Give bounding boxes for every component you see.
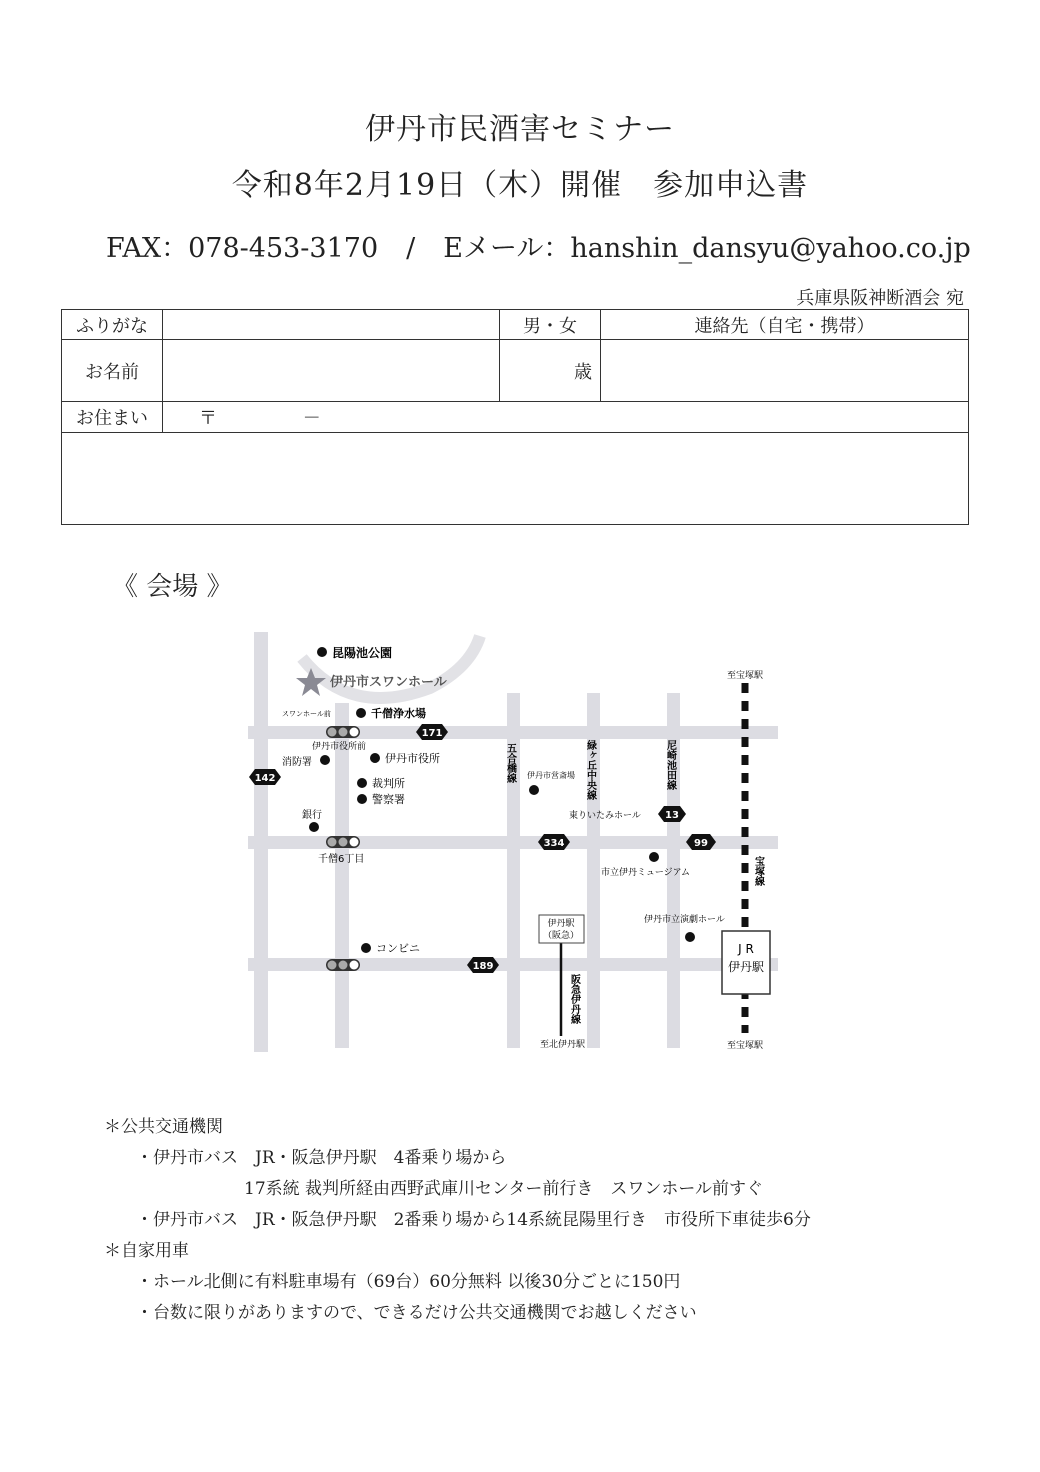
route-99-badge	[686, 834, 716, 850]
fire-station-label: 消防署	[282, 757, 312, 768]
bus-route-1-detail: 17系統 裁判所経由西野武庫川センター前行き スワンホール前すぐ	[244, 1179, 764, 1199]
svg-text:13: 13	[665, 810, 679, 821]
contact-label: 連絡先（自宅・携帯）	[601, 310, 969, 340]
svg-text:142: 142	[254, 773, 276, 784]
gogo-line-label: 五合橋線	[504, 743, 516, 783]
page-title: 伊丹市民酒害セミナー	[365, 112, 675, 147]
signal-icon	[326, 959, 360, 971]
addressee: 兵庫県阪神断酒会 宛	[796, 288, 964, 309]
senzo-jousui-marker	[356, 708, 366, 718]
takarazuka-line-label: 宝塚線	[752, 856, 764, 886]
road-city-office	[335, 703, 349, 1048]
bank-marker	[309, 822, 319, 832]
to-takarazuka-top-label: 至宝塚駅	[726, 671, 764, 681]
hankyu-line-label: 阪急伊丹線	[568, 974, 580, 1024]
name-field[interactable]	[163, 340, 500, 402]
name-label: お名前	[62, 340, 163, 402]
city-office-mae-label: 伊丹市役所前	[312, 742, 367, 752]
postal-mark: 〒	[199, 408, 217, 429]
to-kita-itami-label: 至北伊丹駅	[540, 1040, 586, 1050]
city-office-label: 伊丹市役所	[385, 752, 440, 765]
svg-text:189: 189	[472, 961, 494, 972]
court-label: 裁判所	[372, 777, 405, 790]
svg-text:99: 99	[694, 838, 708, 849]
postal-dash: －	[302, 408, 321, 429]
senzo6-label: 千僧6丁目	[318, 854, 365, 865]
route-189-badge	[467, 957, 499, 973]
page-subtitle: 令和8年2月19日（木）開催 参加申込書	[231, 168, 809, 203]
route-13-badge	[658, 806, 686, 822]
route-334-badge	[538, 834, 570, 850]
bus-route-2: ・伊丹市バス JR・阪急伊丹駅 2番乗り場から14系統昆陽里行き 市役所下車徒歩6分	[136, 1210, 811, 1230]
venue-map	[240, 628, 800, 1058]
parking-notice: ・台数に限りがありますので、できるだけ公共交通機関でお越しください	[136, 1303, 697, 1323]
svg-text:334: 334	[543, 838, 565, 849]
signal-icon	[326, 836, 360, 848]
sex-label[interactable]: 男・女	[500, 310, 601, 340]
venue-heading: 《 会場 》	[112, 572, 233, 602]
age-suffix: 歳	[574, 361, 592, 383]
jr-station-name: 伊丹駅	[727, 960, 765, 974]
age-field[interactable]	[500, 340, 601, 402]
theater-marker	[685, 932, 695, 942]
postal-code-field[interactable]	[163, 402, 969, 433]
bus-route-1: ・伊丹市バス JR・阪急伊丹駅 4番乗り場から	[136, 1148, 507, 1168]
svg-text:171: 171	[421, 728, 443, 739]
furigana-label: ふりがな	[62, 310, 163, 340]
convenience-marker	[361, 943, 371, 953]
theater-label: 伊丹市立演劇ホール	[644, 915, 725, 925]
convenience-label: コンビニ	[376, 942, 420, 955]
itami-hall-marker	[529, 785, 539, 795]
city-office-marker	[370, 753, 380, 763]
public-transport-heading: ＊公共交通機関	[104, 1117, 223, 1137]
senzo-jousui-label: 千僧浄水場	[371, 707, 426, 720]
contact-line	[106, 226, 971, 265]
midorigaoka-line-label: 緑ヶ丘中央線	[584, 740, 596, 800]
address-label: お住まい	[62, 402, 163, 433]
police-label: 警察署	[372, 793, 405, 806]
fax-number: FAX：078-453-3170	[106, 233, 379, 264]
fire-station-marker	[320, 755, 330, 765]
furigana-field[interactable]	[163, 310, 500, 340]
higashi-hall-label: 東りいたみホール	[569, 811, 641, 821]
koyaike-label: 昆陽池公園	[332, 646, 393, 660]
koyaike-marker	[317, 647, 327, 657]
jr-station-label: J R	[738, 942, 754, 956]
contact-separator: /	[406, 233, 416, 264]
hankyu-station-sub: （阪急）	[542, 931, 580, 941]
court-marker	[357, 778, 367, 788]
amagasaki-line-label: 尼崎池田線	[664, 740, 676, 790]
police-marker	[357, 794, 367, 804]
museum-marker	[649, 852, 659, 862]
museum-label: 市立伊丹ミュージアム	[601, 868, 691, 878]
address-field[interactable]	[62, 433, 969, 525]
contact-field[interactable]	[601, 340, 969, 402]
swan-hall-stop-label: スワンホール前	[282, 710, 331, 718]
swan-hall-label: 伊丹市スワンホール	[330, 675, 447, 690]
car-heading: ＊自家用車	[104, 1241, 189, 1261]
itami-hall-label: 伊丹市営斎場	[527, 771, 575, 780]
to-takarazuka-bottom-label: 至宝塚駅	[726, 1041, 764, 1051]
signal-icon	[326, 726, 360, 738]
email-address[interactable]: Eメール：hanshin_dansyu@yahoo.co.jp	[443, 233, 971, 264]
route-171-badge	[416, 724, 448, 740]
hankyu-station-label: 伊丹駅	[547, 919, 575, 929]
parking-info: ・ホール北側に有料駐車場有（69台）60分無料 以後30分ごとに150円	[136, 1272, 681, 1292]
application-form	[61, 309, 969, 525]
bank-label: 銀行	[302, 810, 322, 821]
route-142-badge	[249, 769, 281, 785]
access-notes	[104, 1112, 811, 1329]
